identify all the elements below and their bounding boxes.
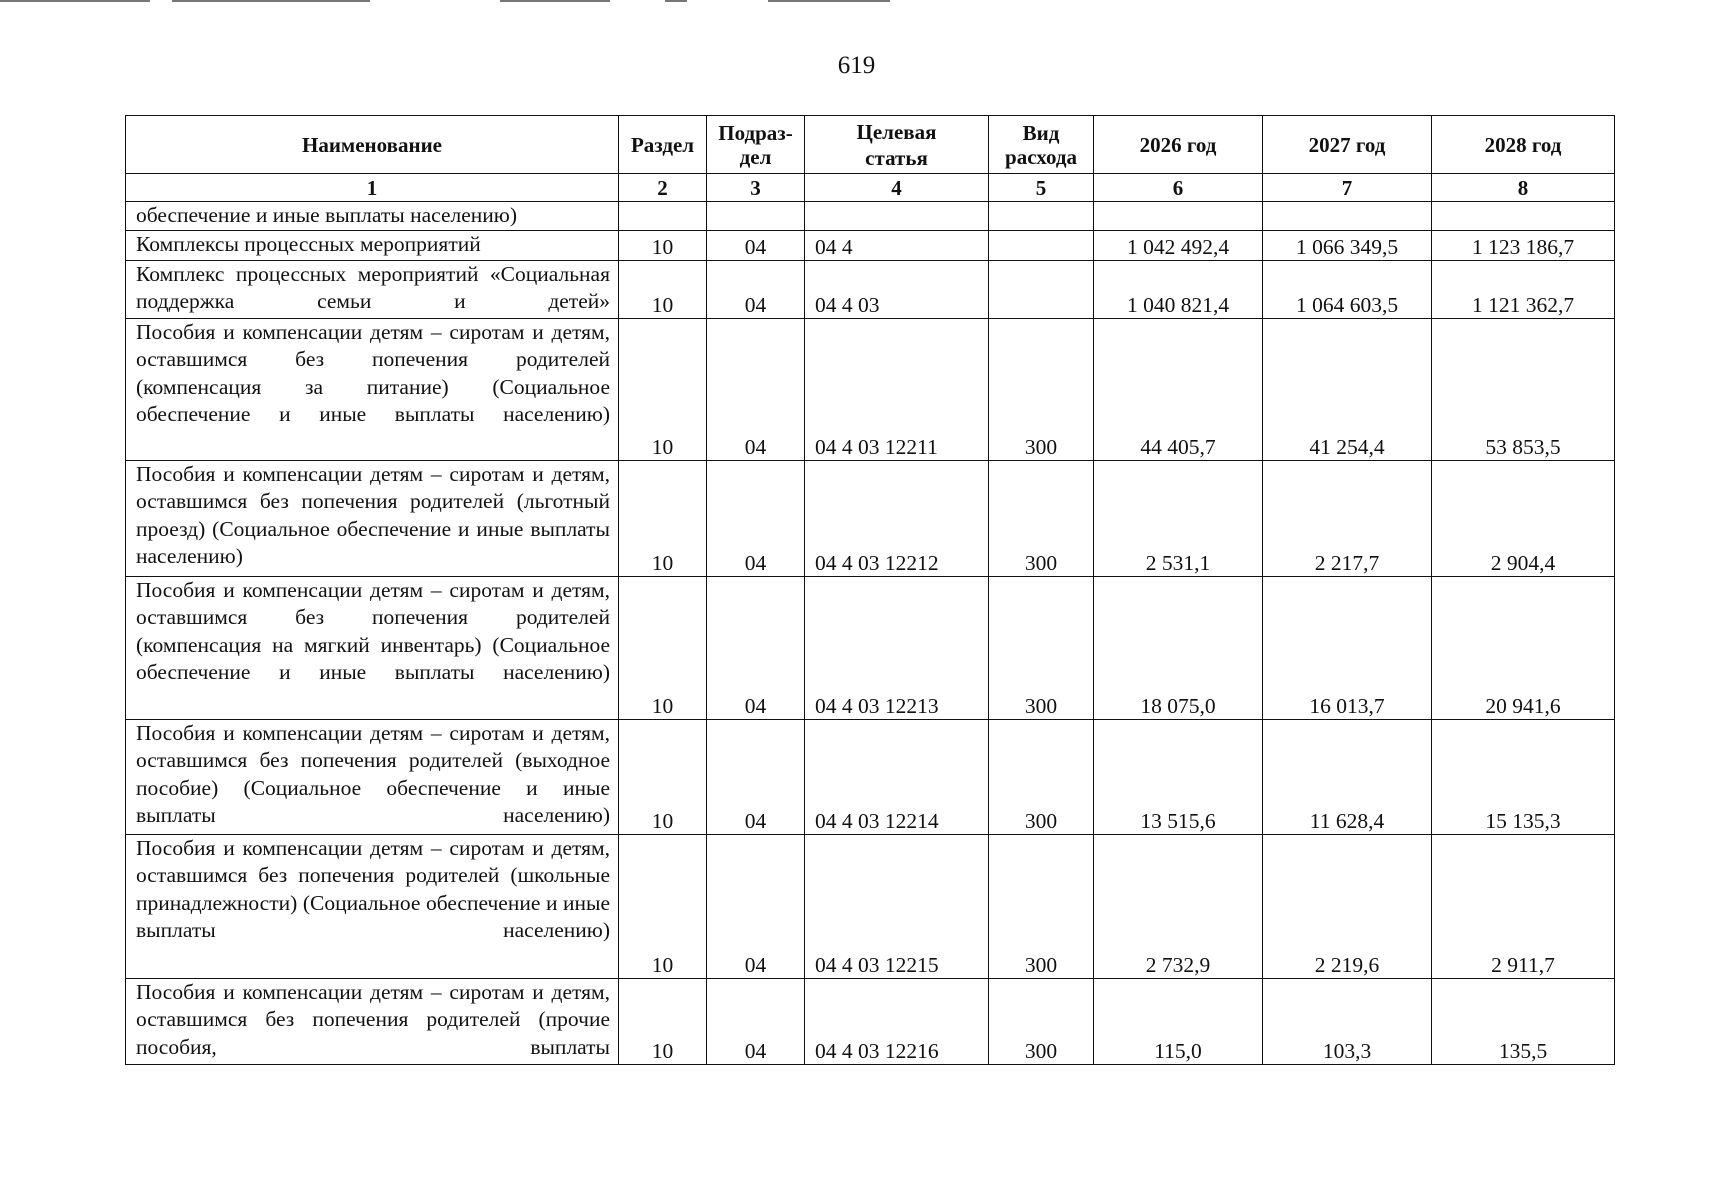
header-subsection: Подраз-дел <box>707 116 805 174</box>
row-2028: 1 123 186,7 <box>1432 230 1615 260</box>
row-2028: 20 941,6 <box>1432 576 1615 719</box>
row-expense-type <box>989 202 1094 231</box>
header-row <box>126 116 1615 174</box>
header-2027: 2027 год <box>1263 116 1432 174</box>
row-2027: 2 217,7 <box>1263 460 1432 576</box>
row-2027: 1 066 349,5 <box>1263 230 1432 260</box>
row-2026: 1 042 492,4 <box>1094 230 1263 260</box>
row-expense-type: 300 <box>989 576 1094 719</box>
row-name: Пособия и компенсации детям – сиротам и детям, оставшимся без попечения родителей (школьные принадлежности) (Социальное обеспечение и иные выплаты населению) <box>126 834 619 978</box>
row-name: Пособия и компенсации детям – сиротам и детям, оставшимся без попечения родителей (льготный проезд) (Социальное обеспечение и иные выплаты населению) <box>126 460 619 576</box>
row-subsection: 04 <box>707 460 805 576</box>
row-target: 04 4 <box>805 230 989 260</box>
row-subsection: 04 <box>707 719 805 834</box>
row-name: Пособия и компенсации детям – сиротам и детям, оставшимся без попечения родителей (прочие пособия, выплаты <box>126 978 619 1064</box>
row-target: 04 4 03 <box>805 260 989 318</box>
table-row <box>126 230 1615 260</box>
row-subsection: 04 <box>707 834 805 978</box>
row-subsection: 04 <box>707 318 805 460</box>
row-2027: 11 628,4 <box>1263 719 1432 834</box>
row-name: Комплексы процессных мероприятий <box>126 230 619 260</box>
row-expense-type: 300 <box>989 318 1094 460</box>
row-2026: 1 040 821,4 <box>1094 260 1263 318</box>
row-subsection <box>707 202 805 231</box>
row-name: Пособия и компенсации детям – сиротам и детям, оставшимся без попечения родителей (компенсация за питание) (Социальное обеспечение и иные выплаты населению) <box>126 318 619 460</box>
table-row <box>126 719 1615 834</box>
row-2027: 1 064 603,5 <box>1263 260 1432 318</box>
row-subsection: 04 <box>707 230 805 260</box>
column-number-row <box>126 174 1615 202</box>
row-section: 10 <box>619 719 707 834</box>
row-2028: 1 121 362,7 <box>1432 260 1615 318</box>
row-expense-type: 300 <box>989 834 1094 978</box>
row-subsection: 04 <box>707 576 805 719</box>
row-2027: 103,3 <box>1263 978 1432 1064</box>
row-target: 04 4 03 12214 <box>805 719 989 834</box>
scan-top-marks <box>0 0 1713 4</box>
header-expense-type: Вид расхода <box>989 116 1094 174</box>
column-number: 3 <box>707 174 805 202</box>
column-number: 1 <box>126 174 619 202</box>
row-2026: 44 405,7 <box>1094 318 1263 460</box>
row-name: обеспечение и иные выплаты населению) <box>126 202 619 231</box>
row-section: 10 <box>619 460 707 576</box>
row-2028 <box>1432 202 1615 231</box>
row-section: 10 <box>619 834 707 978</box>
row-target: 04 4 03 12212 <box>805 460 989 576</box>
row-target: 04 4 03 12216 <box>805 978 989 1064</box>
row-expense-type: 300 <box>989 460 1094 576</box>
row-expense-type <box>989 260 1094 318</box>
row-2026 <box>1094 202 1263 231</box>
row-expense-type: 300 <box>989 978 1094 1064</box>
row-section: 10 <box>619 318 707 460</box>
column-number: 4 <box>805 174 989 202</box>
row-target <box>805 202 989 231</box>
row-section: 10 <box>619 576 707 719</box>
row-2026: 2 531,1 <box>1094 460 1263 576</box>
row-name: Пособия и компенсации детям – сиротам и детям, оставшимся без попечения родителей (компенсация на мягкий инвентарь) (Социальное обеспечение и иные выплаты населению) <box>126 576 619 719</box>
row-subsection: 04 <box>707 260 805 318</box>
header-2028: 2028 год <box>1432 116 1615 174</box>
row-2028: 2 911,7 <box>1432 834 1615 978</box>
table-row <box>126 460 1615 576</box>
row-2026: 115,0 <box>1094 978 1263 1064</box>
table-row <box>126 834 1615 978</box>
row-name: Пособия и компенсации детям – сиротам и детям, оставшимся без попечения родителей (выходное пособие) (Социальное обеспечение и иные выплаты населению) <box>126 719 619 834</box>
budget-table <box>125 115 1615 1065</box>
row-2026: 2 732,9 <box>1094 834 1263 978</box>
row-target: 04 4 03 12213 <box>805 576 989 719</box>
column-number: 2 <box>619 174 707 202</box>
row-2028: 53 853,5 <box>1432 318 1615 460</box>
row-section <box>619 202 707 231</box>
table-row <box>126 260 1615 318</box>
row-2026: 18 075,0 <box>1094 576 1263 719</box>
row-subsection: 04 <box>707 978 805 1064</box>
row-expense-type <box>989 230 1094 260</box>
header-2026: 2026 год <box>1094 116 1263 174</box>
row-expense-type: 300 <box>989 719 1094 834</box>
row-2027: 2 219,6 <box>1263 834 1432 978</box>
page-number: 619 <box>837 52 876 79</box>
row-section: 10 <box>619 978 707 1064</box>
row-2026: 13 515,6 <box>1094 719 1263 834</box>
header-section: Раздел <box>619 116 707 174</box>
column-number: 6 <box>1094 174 1263 202</box>
row-target: 04 4 03 12215 <box>805 834 989 978</box>
row-2028: 15 135,3 <box>1432 719 1615 834</box>
row-2028: 2 904,4 <box>1432 460 1615 576</box>
header-name: Наименование <box>126 116 619 174</box>
row-section: 10 <box>619 230 707 260</box>
column-number: 7 <box>1263 174 1432 202</box>
table-row <box>126 202 1615 231</box>
row-target: 04 4 03 12211 <box>805 318 989 460</box>
table-row <box>126 576 1615 719</box>
table-row <box>126 318 1615 460</box>
row-2027: 41 254,4 <box>1263 318 1432 460</box>
column-number: 8 <box>1432 174 1615 202</box>
row-name: Комплекс процессных мероприятий «Социальная поддержка семьи и детей» <box>126 260 619 318</box>
row-section: 10 <box>619 260 707 318</box>
table-row <box>126 978 1615 1064</box>
row-2027: 16 013,7 <box>1263 576 1432 719</box>
header-target: Целевая статья <box>805 116 989 174</box>
column-number: 5 <box>989 174 1094 202</box>
row-2027 <box>1263 202 1432 231</box>
row-2028: 135,5 <box>1432 978 1615 1064</box>
